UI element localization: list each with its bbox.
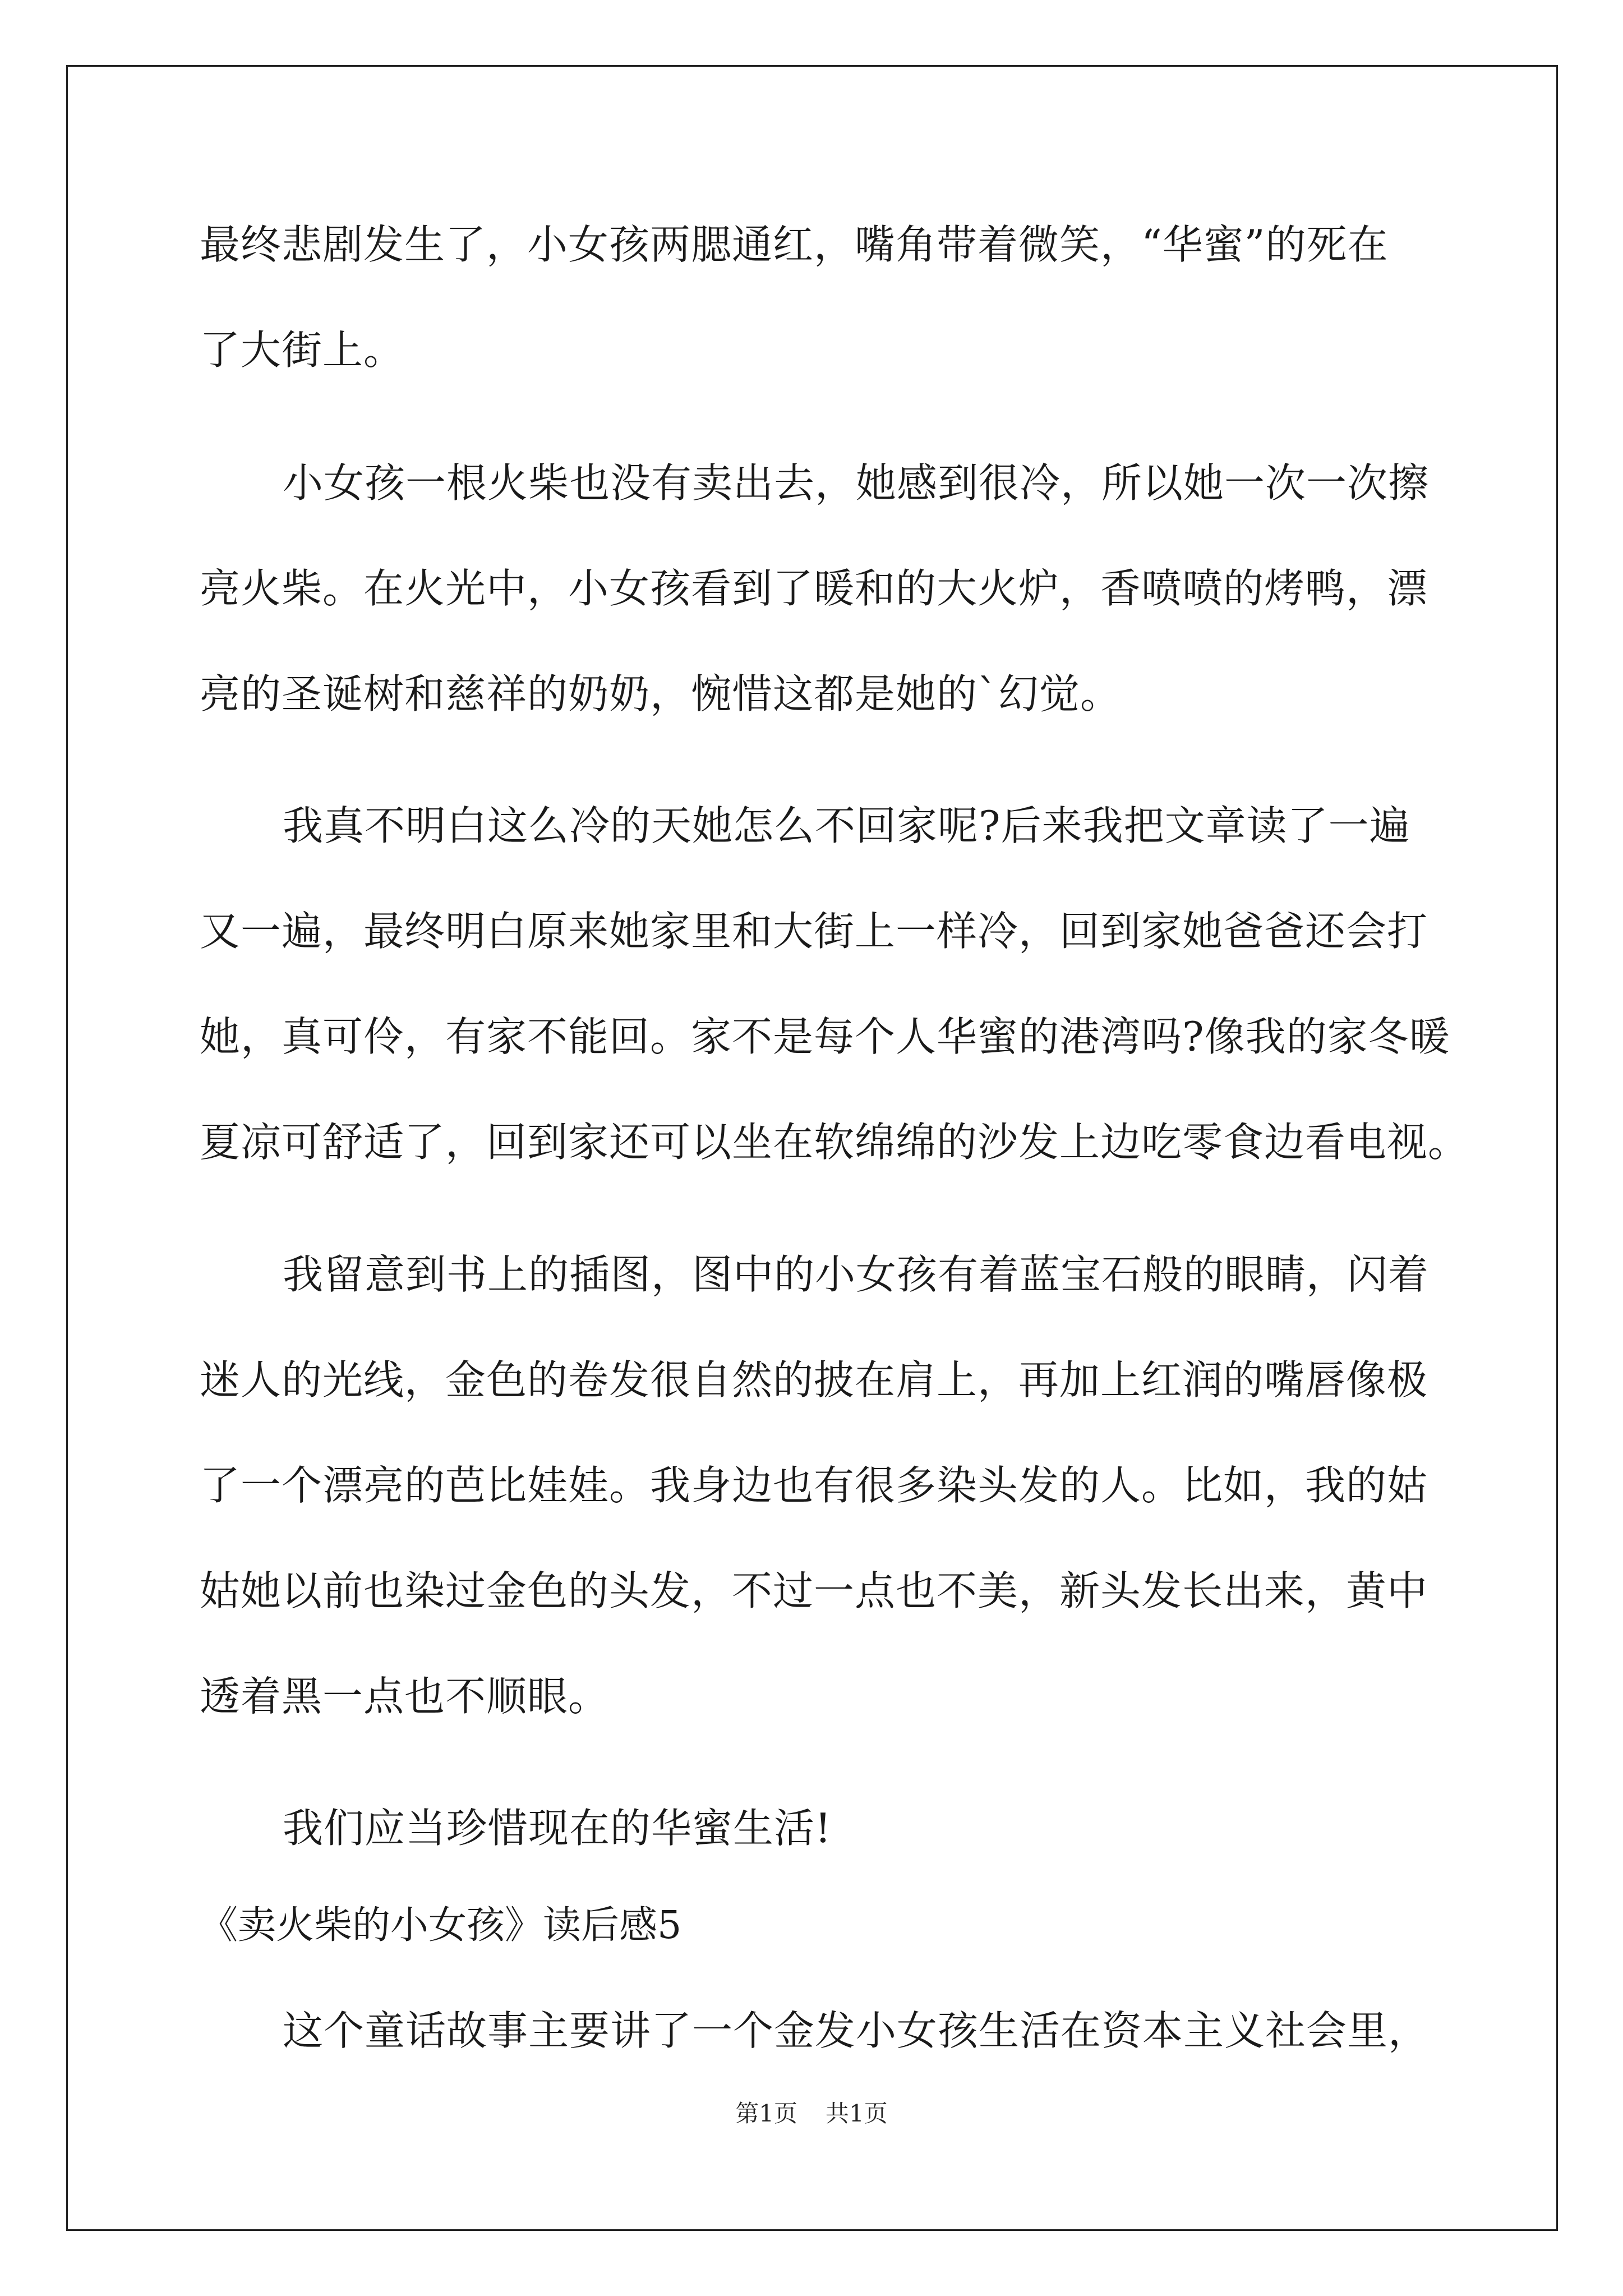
paragraph-start-line: 我留意到书上的插图，图中的小女孩有着蓝宝石般的眼睛，闪着 [283, 1251, 1430, 1298]
text-line: 最终悲剧发生了，小女孩两腮通红，嘴角带着微笑，“华蜜”的死在 [200, 221, 1389, 268]
page-footer [0, 2098, 1623, 2129]
paragraph-start-line: 小女孩一根火柴也没有卖出去，她感到很冷，所以她一次一次擦 [283, 459, 1430, 507]
section-heading: 《卖火柴的小女孩》读后感5 [200, 1903, 682, 1948]
text-line: 亮的圣诞树和慈祥的奶奶，惋惜这都是她的`幻觉。 [200, 670, 1122, 717]
text-line: 亮火柴。在火光中，小女孩看到了暖和的大火炉，香喷喷的烤鸭，漂 [200, 565, 1428, 612]
text-line: 夏凉可舒适了，回到家还可以坐在软绵绵的沙发上边吃零食边看电视。 [200, 1119, 1469, 1166]
text-line: 透着黑一点也不顺眼。 [200, 1673, 610, 1720]
text-line: 了一个漂亮的芭比娃娃。我身边也有很多染头发的人。比如，我的姑 [200, 1462, 1428, 1509]
paragraph-start-line: 这个童话故事主要讲了一个金发小女孩生活在资本主义社会里， [283, 2007, 1430, 2054]
page-number: 第1页 [735, 2100, 797, 2127]
page-total: 共1页 [826, 2100, 888, 2127]
text-line: 姑她以前也染过金色的头发，不过一点也不美，新头发长出来，黄中 [200, 1567, 1428, 1614]
text-line: 了大街上。 [200, 326, 405, 374]
text-line: 她，真可伶，有家不能回。家不是每个人华蜜的港湾吗?像我的家冬暖 [200, 1013, 1450, 1060]
text-line: 迷人的光线，金色的卷发很自然的披在肩上，再加上红润的嘴唇像极 [200, 1356, 1428, 1404]
paragraph-start-line: 我们应当珍惜现在的华蜜生活! [283, 1805, 832, 1852]
text-line: 又一遍，最终明白原来她家里和大街上一样冷，回到家她爸爸还会打 [200, 908, 1428, 955]
paragraph-start-line: 我真不明白这么冷的天她怎么不回家呢?后来我把文章读了一遍 [283, 802, 1410, 849]
